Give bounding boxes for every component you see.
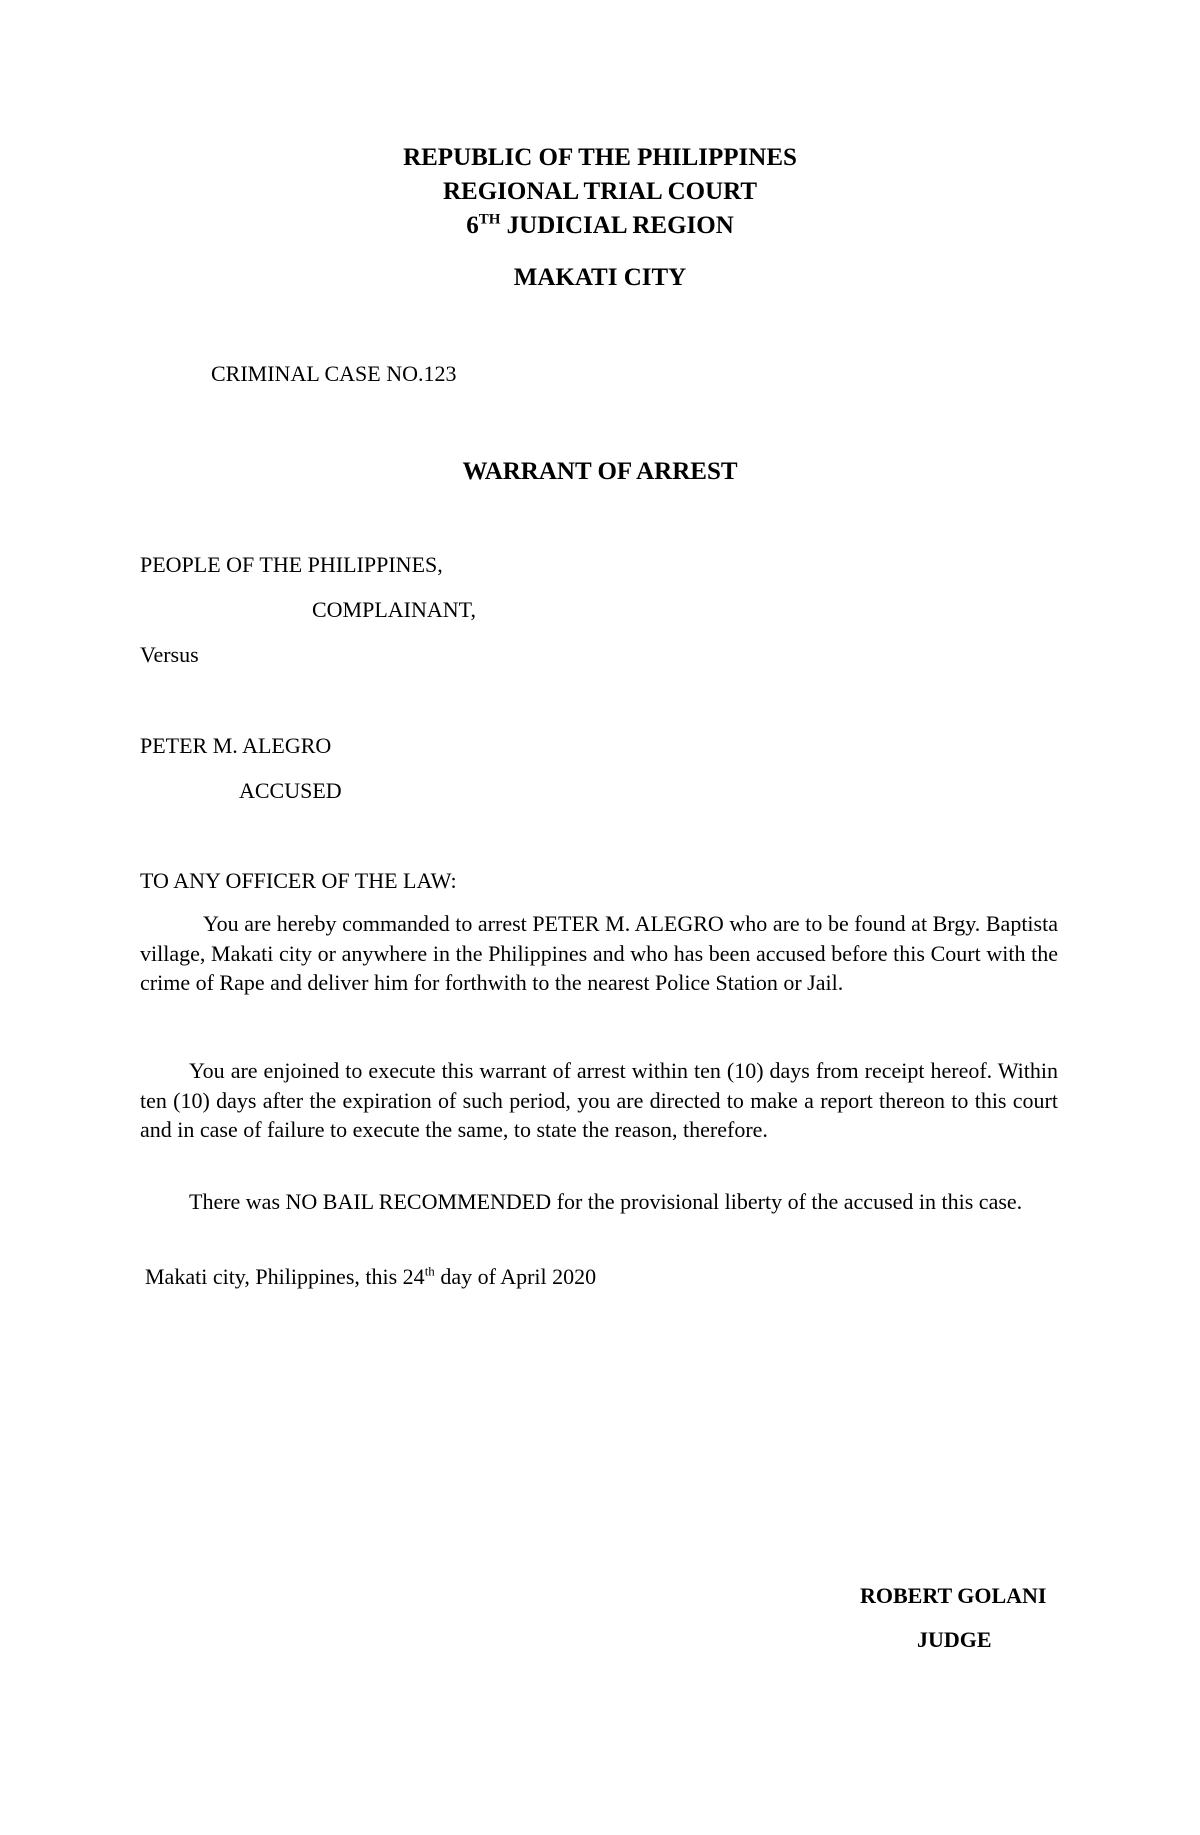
date-suffix: day of April 2020 <box>434 1264 597 1289</box>
judge-name: ROBERT GOLANI <box>860 1583 1047 1608</box>
header-region-ordinal: TH <box>478 211 501 228</box>
salutation: TO ANY OFFICER OF THE LAW: <box>140 868 457 893</box>
accused-name: PETER M. ALEGRO <box>140 733 332 758</box>
case-number: CRIMINAL CASE NO.123 <box>211 361 457 386</box>
accused-role: ACCUSED <box>239 778 342 803</box>
date-line <box>145 1262 596 1292</box>
paragraph-execution: You are enjoined to execute this warrant of arrest within ten (10) days from receipt hereof. Within ten (10) days after the expiration of such period, you are directed to make a report thereon to this court and in case of failure to execute the same, to state the reason, therefore. <box>140 1058 1058 1142</box>
paragraph-bail: There was NO BAIL RECOMMENDED for the provisional liberty of the accused in this case. <box>189 1189 1023 1214</box>
header-court: REGIONAL TRIAL COURT <box>442 178 757 205</box>
versus-label: Versus <box>140 642 199 667</box>
judge-title: JUDGE <box>917 1627 992 1652</box>
document-title: WARRANT OF ARREST <box>462 458 738 485</box>
header-republic: REPUBLIC OF THE PHILIPPINES <box>403 144 797 171</box>
header-region-label: JUDICIAL REGION <box>500 212 734 239</box>
date-ordinal: th <box>424 1263 435 1279</box>
header-region-number: 6 <box>466 212 479 239</box>
header-city: MAKATI CITY <box>513 264 687 291</box>
date-prefix: Makati city, Philippines, this 24 <box>145 1264 425 1289</box>
complainant-name: PEOPLE OF THE PHILIPPINES, <box>140 552 443 577</box>
header-region <box>0 211 1200 241</box>
complainant-role: COMPLAINANT, <box>312 597 476 622</box>
paragraph-command: You are hereby commanded to arrest PETER M. ALEGRO who are to be found at Brgy. Baptista village, Makati city or anywhere in the Philippines and who has been accused before this Court with the crime of Rape and deliver him for forthwith to the nearest Police Station or Jail. <box>140 911 1058 995</box>
